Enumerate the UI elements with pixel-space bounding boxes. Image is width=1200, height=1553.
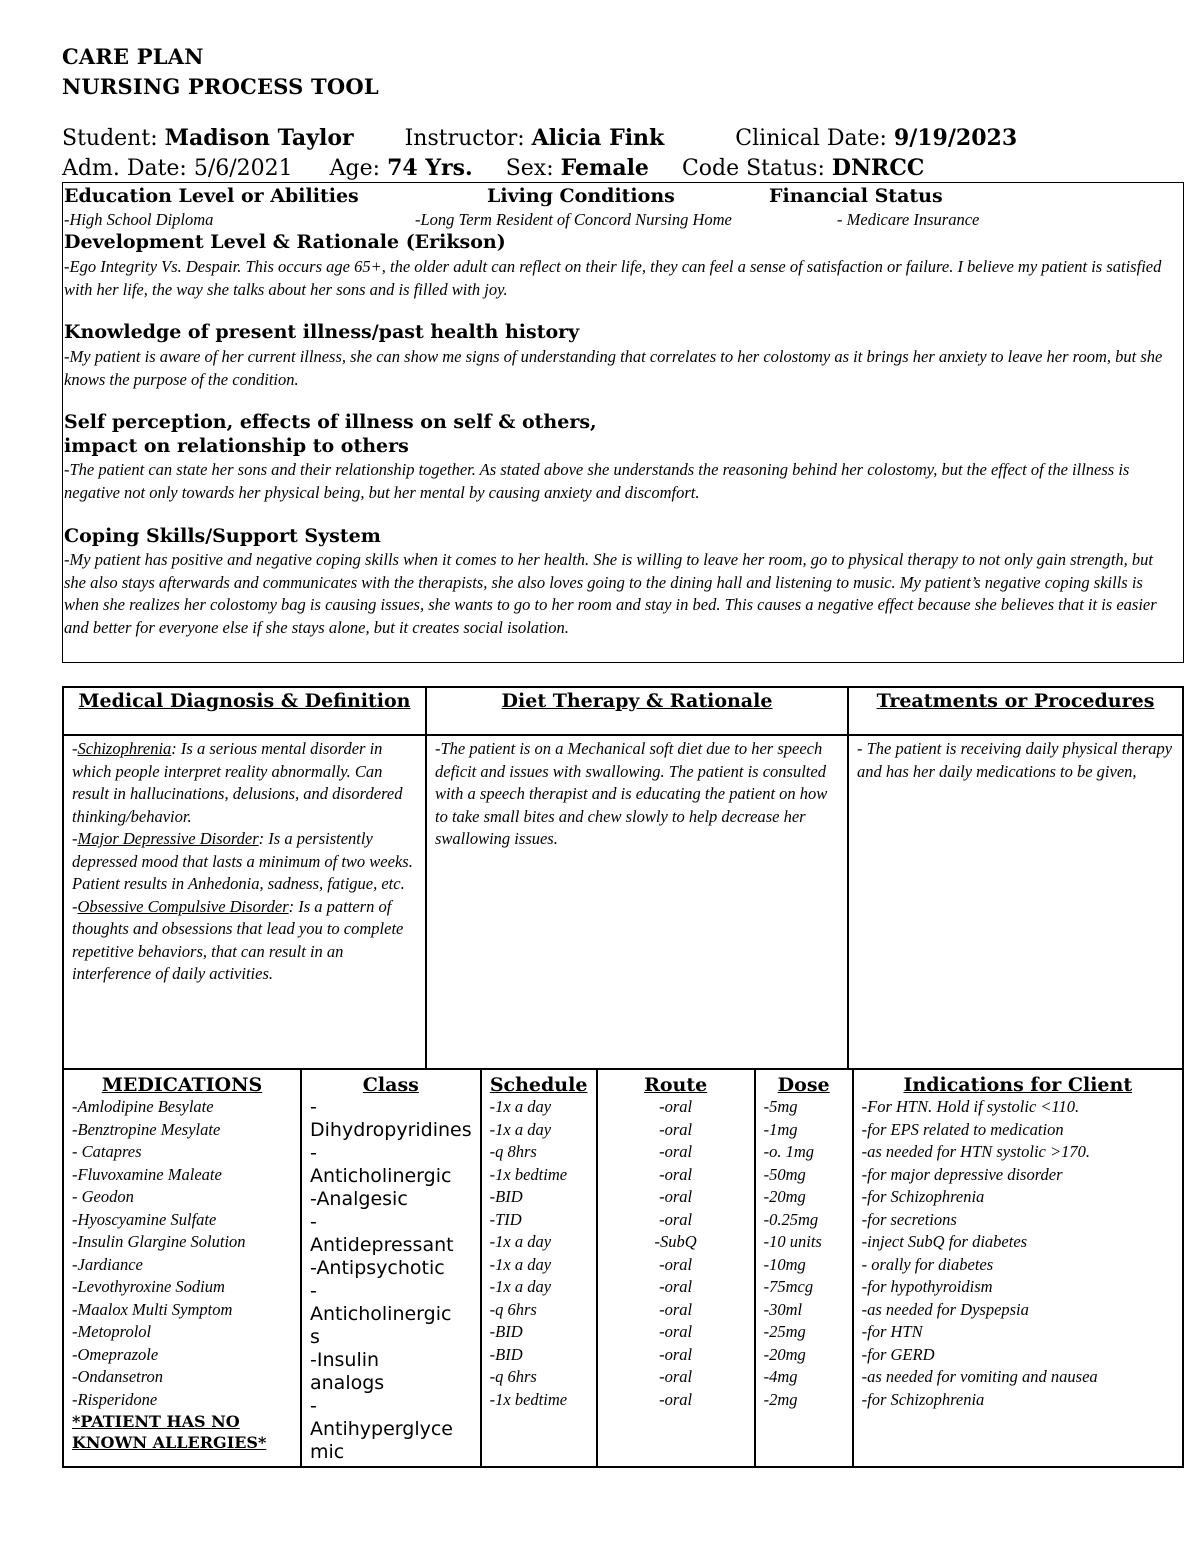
medication-indication: -for EPS related to medication	[861, 1119, 1064, 1139]
medication-indication: - orally for diabetes	[861, 1254, 994, 1274]
medication-class: analogs	[310, 1372, 385, 1394]
age-label: Age:	[329, 156, 381, 181]
indications-header: Indications for Client	[903, 1074, 1133, 1096]
coping-heading: Coping Skills/Support System	[64, 525, 381, 547]
development-heading: Development Level & Rationale (Erikson)	[64, 231, 506, 253]
knowledge-heading: Knowledge of present illness/past health history	[64, 321, 580, 343]
medication-route: -oral	[659, 1299, 693, 1319]
diagnosis-name: Major Depressive Disorder	[77, 829, 259, 848]
medication-class: Antihyperglyce	[310, 1418, 454, 1440]
treatments-header: Treatments or Procedures	[848, 687, 1183, 735]
route-header: Route	[644, 1074, 708, 1096]
medication-name: -Jardiance	[72, 1254, 143, 1274]
medication-route: -oral	[659, 1277, 693, 1296]
medication-dose: -10mg	[763, 1254, 806, 1274]
student-label: Student:	[62, 126, 158, 151]
diagnosis-entry: -Schizophrenia: Is a serious mental disorder in which people interpret reality abnormally. Can result in hallucinations, delusions, and disordered thinking/behavior.	[72, 739, 403, 826]
header-row-2	[62, 155, 924, 181]
medication-schedule: -q 6hrs	[489, 1367, 537, 1386]
medication-dose: -10 units	[763, 1232, 822, 1251]
medication-name: -Ondansetron	[72, 1367, 164, 1386]
medication-class: -	[310, 1395, 317, 1417]
medication-route: -oral	[659, 1344, 693, 1364]
medication-name: -Hyoscyamine Sulfate	[72, 1209, 217, 1229]
medication-schedule: -TID	[489, 1209, 522, 1229]
medications-column	[63, 1069, 301, 1467]
medication-class: mic	[310, 1441, 345, 1463]
medication-indication: -for major depressive disorder	[861, 1164, 1063, 1184]
medication-route: -oral	[659, 1119, 693, 1139]
route-list	[606, 1096, 746, 1411]
medication-schedule: -1x bedtime	[489, 1389, 568, 1409]
medication-route: -oral	[659, 1142, 693, 1161]
diagnosis-entry: -Major Depressive Disorder: Is a persistently depressed mood that lasts a minimum of two weeks. Patient results in Anhedonia, sadness, fatigue, etc.	[72, 829, 413, 893]
medication-indication: -as needed for HTN systolic >170.	[861, 1142, 1091, 1161]
diet-cell: -The patient is on a Mechanical soft diet due to her speech deficit and issues with swallowing. The patient is consulted with a speech therapist and is educating the patient on how to take small bites and chew slowly to help decrease her swallowing issues.	[426, 735, 848, 1069]
diagnosis-entry: -Obsessive Compulsive Disorder: Is a pattern of thoughts and obsessions that lead you to complete repetitive behaviors, that can result in an interference of daily activities.	[72, 896, 404, 983]
self-perception-heading-1: Self perception, effects of illness on self & others,	[64, 411, 597, 433]
medication-schedule: -BID	[489, 1344, 523, 1364]
diet-header: Diet Therapy & Rationale	[426, 687, 848, 735]
medication-name: -Benztropine Mesylate	[72, 1119, 221, 1139]
medication-class: -	[310, 1280, 317, 1302]
medication-dose: -1mg	[763, 1119, 798, 1139]
medication-class: Anticholinergic	[310, 1303, 452, 1325]
adm-date-label: Adm. Date:	[62, 156, 187, 181]
medication-class: -Analgesic	[310, 1188, 408, 1210]
medication-schedule: -1x a day	[489, 1232, 552, 1251]
medication-dose: -20mg	[763, 1187, 806, 1206]
diagnosis-name: Schizophrenia	[77, 739, 172, 758]
medication-class: Anticholinergic	[310, 1165, 452, 1187]
age: 74 Yrs.	[387, 155, 473, 181]
medication-class: -Antipsychotic	[310, 1257, 445, 1279]
header-row-1	[62, 125, 1017, 151]
medication-name: -Amlodipine Besylate	[72, 1097, 214, 1116]
diagnosis-name: Obsessive Compulsive Disorder	[77, 896, 289, 916]
medication-name: -Metoprolol	[72, 1322, 152, 1341]
dose-list	[764, 1096, 844, 1411]
instructor-label: Instructor:	[404, 126, 525, 151]
allergy-note-1: *PATIENT HAS NO	[72, 1412, 240, 1431]
medication-name: - Catapres	[72, 1142, 142, 1161]
patient-profile-box	[62, 182, 1184, 663]
medication-dose: -50mg	[763, 1164, 806, 1184]
indications-column	[853, 1069, 1183, 1467]
code-status-label: Code Status:	[681, 156, 825, 181]
medication-route: -SubQ	[654, 1232, 697, 1251]
adm-date: 5/6/2021	[193, 156, 293, 181]
medication-indication: -inject SubQ for diabetes	[861, 1232, 1028, 1251]
diagnosis-definition: : Is a persistently depressed mood that lasts a minimum of two weeks. Patient results in Anhedonia, sadness, fatigue, etc.	[72, 829, 413, 893]
medication-route: -oral	[659, 1187, 693, 1206]
medication-indication: -for GERD	[861, 1344, 935, 1364]
medication-class: s	[310, 1326, 320, 1348]
medication-indication: -For HTN. Hold if systolic <110.	[861, 1097, 1080, 1116]
medication-name: -Insulin Glargine Solution	[72, 1232, 246, 1251]
medication-indication: -for Schizophrenia	[861, 1187, 985, 1206]
student-name: Madison Taylor	[164, 125, 354, 151]
knowledge-text: -My patient is aware of her current illness, she can show me signs of understanding that correlates to her colostomy as it brings her anxiety to leave her room, but she knows the purpose of the condition.	[64, 347, 1163, 389]
coping-text: -My patient has positive and negative coping skills when it comes to her health. She is willing to leave her room, go to physical therapy to not only gain strength, but she also stays afterwards and communicates with the therapists, she also loves going to the dining hall and listening to music. My patient’s negative coping skills is when she realizes her colostomy bag is causing issues, she wants to go to her room and stay in bed. This causes a negative effect because she believes that it is easier and better for everyone else if she stays alone, but it creates social isolation.	[64, 550, 1157, 637]
education-heading: Education Level or Abilities	[64, 185, 359, 207]
route-column	[597, 1069, 755, 1467]
medication-schedule: -1x a day	[489, 1277, 552, 1296]
medication-indication: -as needed for vomiting and nausea	[861, 1367, 1098, 1386]
allergy-note-2: KNOWN ALLERGIES*	[72, 1433, 267, 1452]
medication-class: -	[310, 1211, 317, 1233]
medication-schedule: -1x a day	[489, 1254, 552, 1274]
medication-schedule: -1x a day	[489, 1119, 552, 1139]
medications-table	[62, 1068, 1184, 1468]
medication-name: -Fluvoxamine Maleate	[72, 1164, 222, 1184]
medication-name: - Geodon	[72, 1187, 134, 1206]
medication-class: -	[310, 1142, 317, 1164]
class-header: Class	[362, 1074, 419, 1096]
financial-heading: Financial Status	[769, 185, 943, 207]
medication-dose: -0.25mg	[763, 1209, 819, 1229]
medication-schedule: -BID	[489, 1187, 523, 1206]
medication-dose: -4mg	[763, 1367, 798, 1386]
education-text: -High School Diploma	[64, 210, 214, 229]
sex: Female	[560, 155, 649, 181]
medication-dose: -5mg	[763, 1097, 798, 1116]
medication-dose: -30ml	[763, 1299, 803, 1319]
treatments-cell: - The patient is receiving daily physical therapy and has her daily medications to be given,	[848, 735, 1183, 1069]
living-heading: Living Conditions	[487, 185, 675, 207]
sex-label: Sex:	[505, 156, 554, 181]
title-line-1: CARE PLAN	[62, 44, 204, 69]
self-perception-heading-2: impact on relationship to others	[64, 435, 409, 457]
dose-column	[755, 1069, 853, 1467]
medications-header: MEDICATIONS	[101, 1074, 263, 1096]
diagnosis-table	[62, 686, 1184, 1070]
medication-indication: -as needed for Dyspepsia	[861, 1299, 1029, 1319]
medication-route: -oral	[659, 1209, 693, 1229]
medication-dose: -75mcg	[763, 1277, 814, 1296]
schedule-list	[490, 1096, 588, 1411]
medication-dose: -25mg	[763, 1322, 806, 1341]
instructor-name: Alicia Fink	[531, 125, 665, 151]
medication-schedule: -q 8hrs	[489, 1142, 537, 1161]
medication-schedule: -1x bedtime	[489, 1164, 568, 1184]
dose-header: Dose	[777, 1074, 830, 1096]
self-perception-text: -The patient can state her sons and their relationship together. As stated above she understands the reasoning behind her colostomy, but the effect of the illness is negative not only towards her physical being, but her mental by causing anxiety and discomfort.	[64, 460, 1130, 502]
medication-route: -oral	[659, 1367, 693, 1386]
medication-class: Antidepressant	[310, 1234, 454, 1256]
schedule-header: Schedule	[489, 1074, 588, 1096]
medication-dose: -2mg	[763, 1389, 798, 1409]
medication-indication: -for HTN	[861, 1322, 923, 1341]
financial-text: - Medicare Insurance	[837, 210, 980, 229]
medication-route: -oral	[659, 1164, 693, 1184]
class-column	[301, 1069, 481, 1467]
medication-dose: -o. 1mg	[763, 1142, 815, 1161]
medication-route: -oral	[659, 1322, 693, 1341]
medication-schedule: -BID	[489, 1322, 523, 1341]
diagnosis-header: Medical Diagnosis & Definition	[63, 687, 426, 735]
medication-name: -Omeprazole	[72, 1344, 159, 1364]
schedule-column	[481, 1069, 597, 1467]
medication-class: -Dihydropyridines	[310, 1096, 472, 1141]
title-line-2: NURSING PROCESS TOOL	[62, 74, 379, 99]
medication-indication: -for Schizophrenia	[861, 1389, 985, 1409]
medication-schedule: -1x a day	[489, 1097, 552, 1116]
clinical-date-label: Clinical Date:	[735, 126, 887, 151]
medication-name: -Risperidone	[72, 1389, 158, 1409]
development-text: -Ego Integrity Vs. Despair. This occurs age 65+, the older adult can reflect on their life, they can feel a sense of satisfaction or failure. I believe my patient is satisfied with her life, the way she talks about her sons and is filled with joy.	[64, 257, 1162, 299]
diagnosis-definition: : Is a pattern of thoughts and obsessions that lead you to complete repetitive behaviors, that can result in an interference of daily activities.	[72, 896, 404, 983]
medication-route: -oral	[659, 1389, 693, 1409]
indications-list	[862, 1096, 1174, 1411]
medication-route: -oral	[659, 1254, 693, 1274]
class-list	[310, 1096, 472, 1464]
medication-dose: -20mg	[763, 1344, 806, 1364]
diagnosis-cell	[63, 735, 426, 1069]
medication-indication: -for hypothyroidism	[861, 1277, 993, 1296]
living-text: -Long Term Resident of Concord Nursing Home	[415, 210, 732, 229]
diagnosis-definition: : Is a serious mental disorder in which people interpret reality abnormally. Can result in hallucinations, delusions, and disordered thinking/behavior.	[72, 739, 403, 826]
medication-list	[72, 1096, 292, 1411]
medication-name: -Maalox Multi Symptom	[72, 1299, 233, 1319]
medication-name: -Levothyroxine Sodium	[72, 1277, 225, 1296]
medication-indication: -for secretions	[861, 1209, 957, 1229]
medication-class: -Insulin	[310, 1349, 380, 1371]
medication-route: -oral	[659, 1097, 693, 1116]
clinical-date: 9/19/2023	[893, 125, 1018, 151]
code-status: DNRCC	[831, 155, 925, 181]
medication-schedule: -q 6hrs	[489, 1299, 537, 1319]
